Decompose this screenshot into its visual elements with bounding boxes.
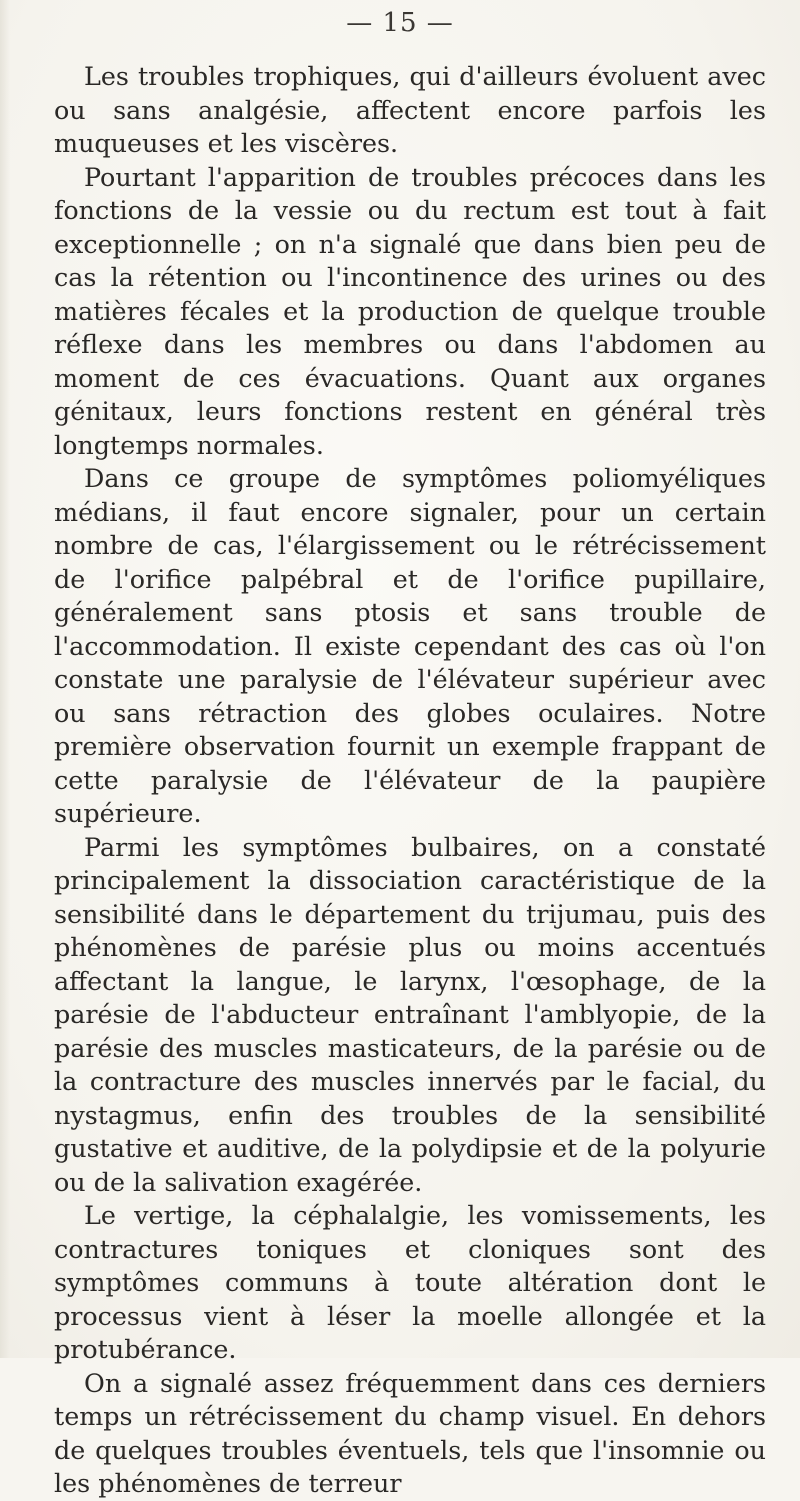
paragraph-bladder-rectum: Pourtant l'apparition de troubles précoces dans les fonctions de la vessie ou du rectum est tout à fait exceptionnelle ; on n'a signalé que dans bien peu de cas la rétention ou l'incontinence des urines ou des matières fécales et la production de quelque trouble réflexe dans les membres ou dans l'abdomen au moment de ces évacuations. Quant aux organes génitaux, leurs fonctions restent en général très longtemps normales. — [54, 161, 766, 460]
paragraph-trophic-troubles: Les troubles trophiques, qui d'ailleurs évoluent avec ou sans analgésie, affectent encore parfois les muqueuses et les viscères. — [54, 61, 766, 158]
body-text — [54, 60, 766, 1501]
paragraph-vertigo: Le vertige, la céphalalgie, les vomissements, les contractures toniques et cloniques sont des symptômes communs à toute altération dont le processus vient à léser la moelle allongée et la protubérance. — [54, 1200, 766, 1364]
page-edge-shadow — [0, 0, 10, 1358]
paragraph-visual-field: On a signalé assez fréquemment dans ces derniers temps un rétrécissement du champ visuel. En dehors de quelques troubles éventuels, tels que l'insomnie ou les phénomènes de terreur — [54, 1367, 766, 1498]
paragraph-bulbar-symptoms: Parmi les symptômes bulbaires, on a constaté principalement la dissociation caractéristique de la sensibilité dans le département du trijumau, puis des phénomènes de parésie plus ou moins accentués affectant la langue, le larynx, l'œsophage, de la parésie de l'abducteur entraînant l'amblyopie, de la parésie des muscles masticateurs, de la parésie ou de la contracture des muscles innervés par le facial, du nystagmus, enfin des troubles de la sensibilité gustative et auditive, de la polydipsie et de la polyurie ou de la salivation exagérée. — [54, 831, 766, 1197]
page-number: — 15 — — [346, 8, 454, 38]
paragraph-median-symptoms: Dans ce groupe de symptômes poliomyéliques médians, il faut encore signaler, pour un certain nombre de cas, l'élargissement ou le rétrécissement de l'orifice palpébral et de l'orifice pupillaire, généralement sans ptosis et sans trouble de l'accommodation. Il existe cependant des cas où l'on constate une paralysie de l'élévateur supérieur avec ou sans rétraction des globes oculaires. Notre première observation fournit un exemple frappant de cette paralysie de l'élévateur de la paupière supérieure. — [54, 463, 766, 828]
